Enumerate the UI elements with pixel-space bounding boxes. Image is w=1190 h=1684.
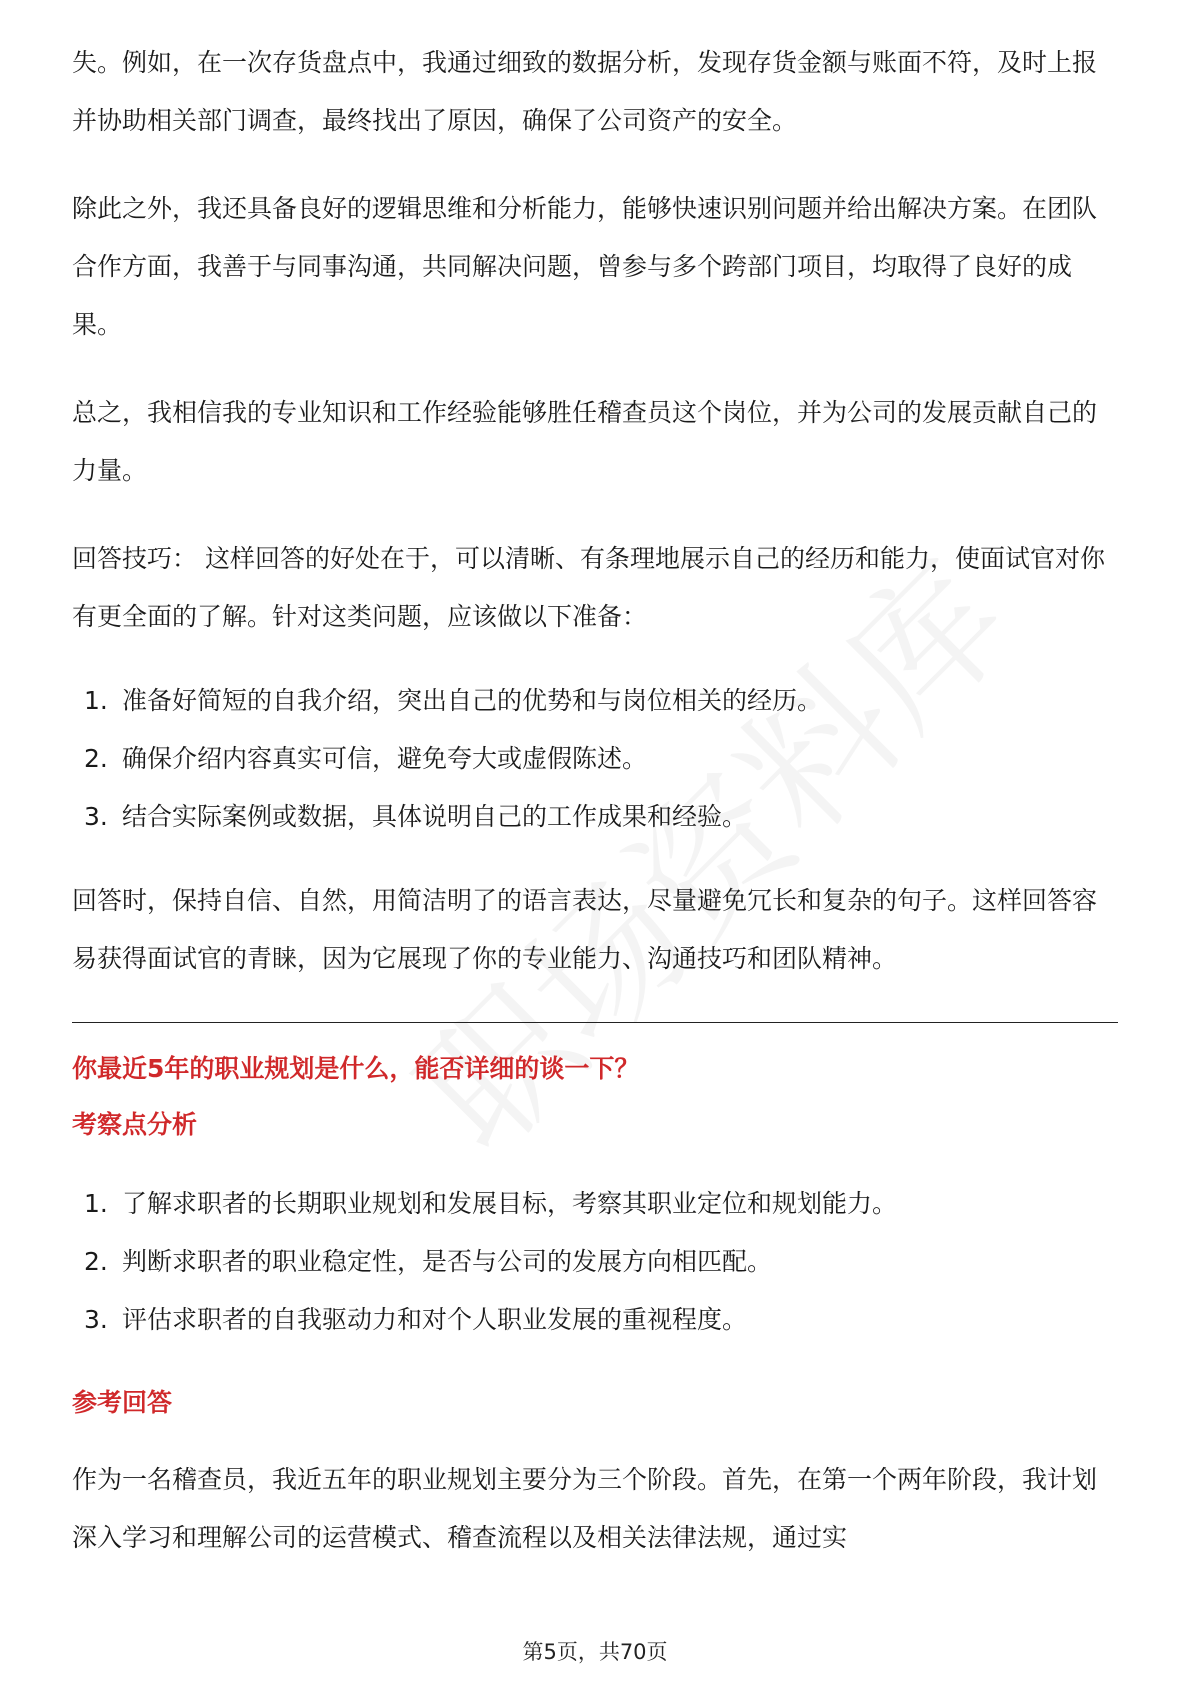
list-item <box>72 788 1118 846</box>
list-text: 评估求职者的自我驱动力和对个人职业发展的重视程度。 <box>122 1305 748 1334</box>
analysis-heading: 考察点分析 <box>72 1110 198 1139</box>
paragraph-summary: 总之，我相信我的专业知识和工作经验能够胜任稽查员这个岗位，并为公司的发展贡献自己的力量。 <box>72 398 1098 485</box>
list-text: 结合实际案例或数据，具体说明自己的工作成果和经验。 <box>122 802 748 831</box>
tips-list <box>72 672 1118 846</box>
reference-heading: 参考回答 <box>72 1388 173 1417</box>
list-number: 2. <box>84 744 108 773</box>
page-footer: 第5页，共70页 <box>522 1640 668 1664</box>
list-item <box>72 1175 1118 1233</box>
document-page <box>72 34 1118 1597</box>
section-divider <box>72 1022 1118 1023</box>
list-text: 确保介绍内容真实可信，避免夸大或虚假陈述。 <box>122 744 648 773</box>
list-text: 了解求职者的长期职业规划和发展目标，考察其职业定位和规划能力。 <box>122 1189 898 1218</box>
paragraph-skills: 除此之外，我还具备良好的逻辑思维和分析能力，能够快速识别问题并给出解决方案。在团队合作方面，我善于与同事沟通，共同解决问题，曾参与多个跨部门项目，均取得了良好的成果。 <box>72 194 1098 339</box>
list-number: 1. <box>84 1189 108 1218</box>
paragraph-answer-tips: 回答技巧： 这样回答的好处在于，可以清晰、有条理地展示自己的经历和能力，使面试官对你有更全面的了解。针对这类问题，应该做以下准备： <box>72 544 1105 631</box>
list-number: 1. <box>84 686 108 715</box>
list-number: 2. <box>84 1247 108 1276</box>
paragraph-closing: 回答时，保持自信、自然，用简洁明了的语言表达，尽量避免冗长和复杂的句子。这样回答容易获得面试官的青睐，因为它展现了你的专业能力、沟通技巧和团队精神。 <box>72 886 1098 973</box>
question-heading: 你最近5年的职业规划是什么，能否详细的谈一下？ <box>72 1054 640 1083</box>
list-item <box>72 730 1118 788</box>
list-text: 准备好简短的自我介绍，突出自己的优势和与岗位相关的经历。 <box>122 686 823 715</box>
paragraph-reference-answer: 作为一名稽查员，我近五年的职业规划主要分为三个阶段。首先，在第一个两年阶段，我计划深入学习和理解公司的运营模式、稽查流程以及相关法律法规，通过实 <box>72 1465 1098 1552</box>
list-number: 3. <box>84 1305 108 1334</box>
list-text: 判断求职者的职业稳定性，是否与公司的发展方向相匹配。 <box>122 1247 773 1276</box>
list-item <box>72 672 1118 730</box>
list-item <box>72 1291 1118 1349</box>
list-item <box>72 1233 1118 1291</box>
analysis-list <box>72 1175 1118 1349</box>
paragraph-inventory-example: 失。例如，在一次存货盘点中，我通过细致的数据分析，发现存货金额与账面不符，及时上报并协助相关部门调查，最终找出了原因，确保了公司资产的安全。 <box>72 48 1098 135</box>
list-number: 3. <box>84 802 108 831</box>
